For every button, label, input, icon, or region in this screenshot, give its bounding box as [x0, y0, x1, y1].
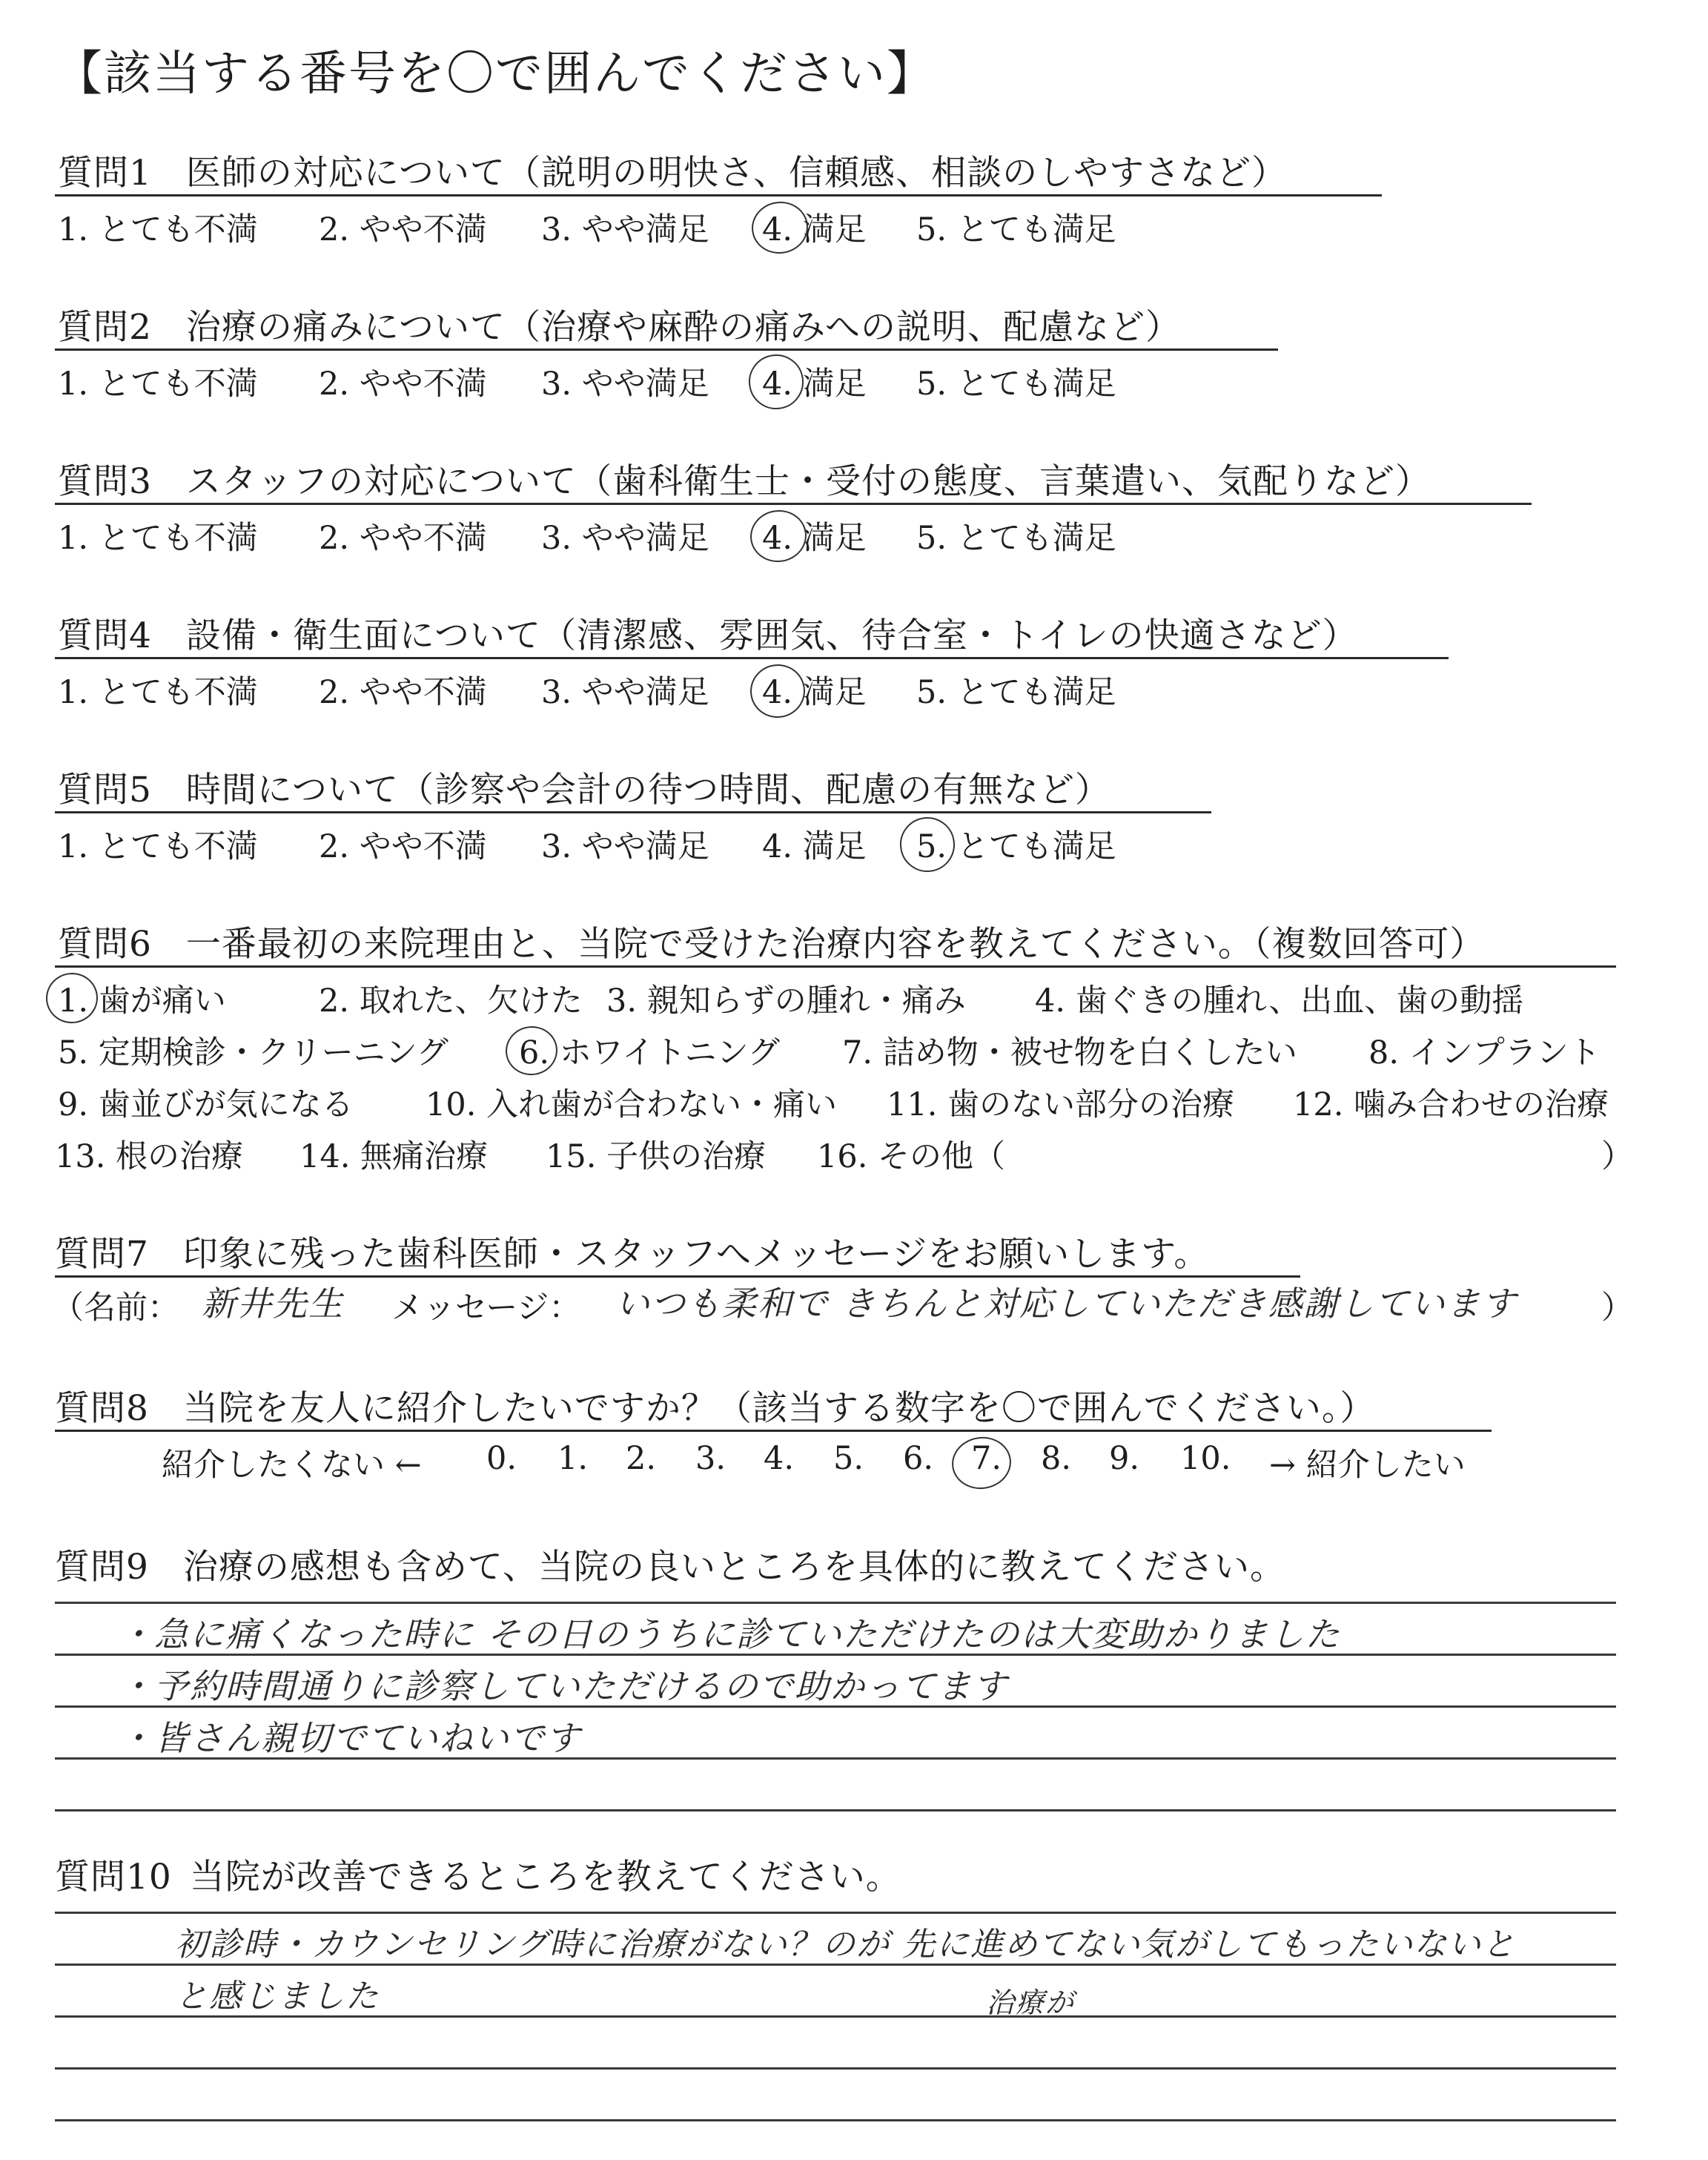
q6-option-3[interactable]: 3. 親知らずの腫れ・痛み [606, 982, 966, 1020]
q1-option-5[interactable]: 5. とても満足 [916, 211, 1116, 248]
question-3-title [58, 454, 1431, 503]
question-10-title [55, 1849, 901, 1899]
question-3-label: 質問3 [58, 461, 152, 502]
q9-answer-2: ・予約時間通りに診察していただけるので助かってます [119, 1666, 1008, 1706]
q2-option-3[interactable]: 3. やや満足 [541, 366, 709, 403]
q8-right-label: → 紹介したい [1269, 1447, 1466, 1484]
question-5-underline [55, 811, 1211, 813]
q2-option-1[interactable]: 1. とても不満 [58, 366, 258, 403]
question-8-text: 当院を友人に紹介したいですか？（該当する数字を〇で囲んでください。） [182, 1388, 1376, 1429]
q8-option-3[interactable]: 3. [695, 1440, 726, 1477]
question-6-underline [55, 965, 1616, 968]
question-7-text: 印象に残った歯科医師・スタッフへメッセージをお願いします。 [182, 1234, 1210, 1275]
q2-option-5[interactable]: 5. とても満足 [916, 366, 1116, 403]
q7-message-handwritten: いつも柔和で きちんと対応していただき感謝しています [615, 1284, 1517, 1324]
q6-option-7[interactable]: 7. 詰め物・被せ物を白くしたい [842, 1034, 1297, 1071]
q6-option-12[interactable]: 12. 噛み合わせの治療 [1293, 1086, 1609, 1123]
question-6-label: 質問6 [58, 924, 152, 965]
question-7-title [55, 1226, 1209, 1276]
question-4-label: 質問4 [58, 615, 152, 656]
question-8-label: 質問8 [55, 1388, 149, 1429]
q7-close: ） [1601, 1289, 1633, 1327]
question-9-label: 質問9 [55, 1547, 149, 1588]
question-5-label: 質問5 [58, 770, 152, 810]
question-8-underline [55, 1430, 1492, 1432]
q5-option-5[interactable]: 5. とても満足 [916, 828, 1116, 865]
q5-option-3[interactable]: 3. やや満足 [541, 828, 709, 865]
q8-option-7[interactable]: 7. [971, 1440, 1002, 1477]
question-2-text: 治療の痛みについて（治療や麻酔の痛みへの説明、配慮など） [185, 307, 1182, 348]
q6-option-8[interactable]: 8. インプラント [1368, 1034, 1601, 1071]
q5-option-4[interactable]: 4. 満足 [762, 828, 867, 865]
question-1-title [58, 145, 1287, 195]
q4-option-3[interactable]: 3. やや満足 [541, 674, 709, 711]
form-heading: 【該当する番号を〇で囲んでください】 [55, 47, 936, 102]
q1-option-2[interactable]: 2. やや不満 [319, 211, 487, 248]
q6-option-2[interactable]: 2. 取れた、欠けた [319, 982, 583, 1020]
q4-option-4[interactable]: 4. 満足 [762, 674, 867, 711]
q1-option-1[interactable]: 1. とても不満 [58, 211, 258, 248]
q6-option-6[interactable]: 6. ホワイトニング [519, 1034, 780, 1071]
q3-option-1[interactable]: 1. とても不満 [58, 520, 258, 557]
q3-option-2[interactable]: 2. やや不満 [319, 520, 487, 557]
question-2-underline [55, 349, 1278, 351]
q6-other-close: ） [1601, 1138, 1633, 1175]
q4-option-5[interactable]: 5. とても満足 [916, 674, 1116, 711]
q6-option-4[interactable]: 4. 歯ぐきの腫れ、出血、歯の動揺 [1035, 982, 1524, 1020]
q8-option-4[interactable]: 4. [764, 1440, 795, 1477]
q9-ruled-line-1 [55, 1602, 1616, 1604]
q2-option-2[interactable]: 2. やや不満 [319, 366, 487, 403]
question-9-text: 治療の感想も含めて、当院の良いところを具体的に教えてください。 [182, 1547, 1285, 1588]
question-10-label: 質問10 [55, 1857, 172, 1898]
question-10-text: 当院が改善できるところを教えてください。 [189, 1857, 901, 1898]
q6-option-9[interactable]: 9. 歯並びが気になる [58, 1086, 354, 1123]
question-8-title [55, 1381, 1375, 1430]
question-4-text: 設備・衛生面について（清潔感、雰囲気、待合室・トイレの快適さなど） [185, 615, 1358, 656]
q7-name-handwritten: 新井先生 [202, 1284, 344, 1324]
q6-option-13[interactable]: 13. 根の治療 [55, 1138, 244, 1175]
q9-ruled-line-5 [55, 1809, 1616, 1811]
q10-insertion: 治療が [986, 1986, 1076, 2019]
q3-option-3[interactable]: 3. やや満足 [541, 520, 709, 557]
q2-option-4[interactable]: 4. 満足 [762, 366, 867, 403]
question-6-title [58, 916, 1485, 966]
q8-option-6[interactable]: 6. [903, 1440, 934, 1477]
q5-option-2[interactable]: 2. やや不満 [319, 828, 487, 865]
q6-option-5[interactable]: 5. 定期検診・クリーニング [58, 1034, 448, 1071]
question-6-text: 一番最初の来院理由と、当院で受けた治療内容を教えてください。（複数回答可） [185, 924, 1486, 965]
q8-option-0[interactable]: 0. [486, 1440, 517, 1477]
q1-option-3[interactable]: 3. やや満足 [541, 211, 709, 248]
question-2-label: 質問2 [58, 307, 152, 348]
question-3-underline [55, 503, 1532, 505]
q8-option-9[interactable]: 9. [1109, 1440, 1140, 1477]
question-5-text: 時間について（診察や会計の待つ時間、配慮の有無など） [185, 770, 1110, 810]
q7-message-label: メッセージ： [391, 1289, 581, 1327]
q7-name-label: （名前： [52, 1289, 179, 1327]
q8-option-8[interactable]: 8. [1041, 1440, 1072, 1477]
q6-option-10[interactable]: 10. 入れ歯が合わない・痛い [426, 1086, 838, 1123]
q9-answer-3: ・皆さん親切でていねいです [119, 1718, 581, 1758]
question-4-underline [55, 657, 1449, 659]
question-3-text: スタッフの対応について（歯科衛生士・受付の態度、言葉遣い、気配りなど） [185, 461, 1431, 502]
q10-answer-2: と感じました [175, 1978, 380, 2015]
q10-ruled-line-1 [55, 1912, 1616, 1914]
q8-option-1[interactable]: 1. [557, 1440, 589, 1477]
q6-option-15[interactable]: 15. 子供の治療 [546, 1138, 767, 1175]
q8-left-label: 紹介したくない ← [162, 1447, 422, 1484]
question-1-underline [55, 194, 1382, 196]
q10-answer-1: 初診時・カウンセリング時に治療がない？のが 先に進めてない気がしてもったいないと [175, 1926, 1517, 1964]
q8-selected-circle [949, 1433, 1015, 1493]
q6-option-14[interactable]: 14. 無痛治療 [299, 1138, 489, 1175]
q3-option-5[interactable]: 5. とても満足 [916, 520, 1116, 557]
q8-option-5[interactable]: 5. [833, 1440, 864, 1477]
question-4-title [58, 608, 1358, 658]
q4-option-2[interactable]: 2. やや不満 [319, 674, 487, 711]
question-1-label: 質問1 [58, 153, 152, 194]
q8-option-10[interactable]: 10. [1180, 1440, 1231, 1477]
q6-option-1[interactable]: 1. 歯が痛い [58, 982, 226, 1020]
q6-option-11[interactable]: 11. 歯のない部分の治療 [887, 1086, 1235, 1123]
q9-answer-1: ・急に痛くなった時に その日のうちに診ていただけたのは大変助かりました [119, 1614, 1341, 1654]
q1-option-4[interactable]: 4. 満足 [762, 211, 867, 248]
q10-ruled-line-5 [55, 2119, 1616, 2121]
question-2-title [58, 300, 1181, 349]
question-5-title [58, 762, 1110, 812]
q6-option-16[interactable]: 16. その他（ [817, 1138, 1006, 1175]
question-9-title [55, 1539, 1285, 1589]
q3-option-4[interactable]: 4. 満足 [762, 520, 867, 557]
question-7-label: 質問7 [55, 1234, 149, 1275]
q8-option-2[interactable]: 2. [626, 1440, 657, 1477]
q4-option-1[interactable]: 1. とても不満 [58, 674, 258, 711]
question-1-text: 医師の対応について（説明の明快さ、信頼感、相談のしやすさなど） [185, 153, 1288, 194]
q10-ruled-line-4 [55, 2067, 1616, 2070]
q5-option-1[interactable]: 1. とても不満 [58, 828, 258, 865]
